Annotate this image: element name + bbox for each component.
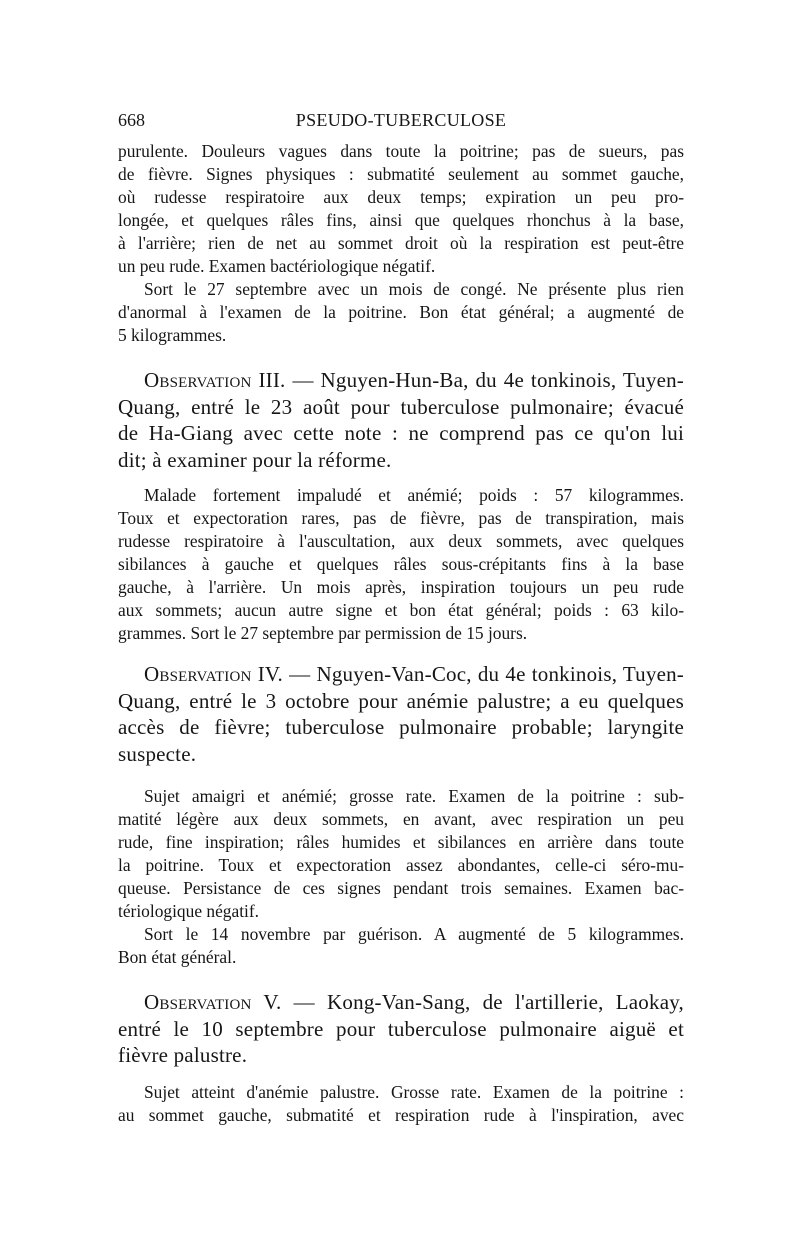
text-line: Toux et expectoration rares, pas de fièvre, pas de transpiration, mais [118, 508, 684, 528]
text-line: tériologique négatif. [118, 901, 260, 921]
text-line: Sujet atteint d'anémie palustre. Grosse rate. Examen de la poitrine : [144, 1081, 684, 1102]
observation-heading-text: — Kong-Van-Sang, de l'artillerie, Laokay, [293, 990, 684, 1014]
observation-heading-line: dit; à examiner pour la réforme. [118, 447, 392, 472]
text-line: gauche, à l'arrière. Un mois après, inspiration toujours un peu rude [118, 577, 684, 597]
observation-heading-line: fièvre palustre. [118, 1043, 248, 1067]
running-title: PSEUDO-TUBERCULOSE [295, 110, 507, 130]
text-line: queuse. Persistance de ces signes pendant trois semaines. Examen bac- [118, 878, 684, 898]
observation-heading-line: suspecte. [118, 741, 197, 766]
text-line: rude, fine inspiration; râles humides et sibilances en arrière dans toute [118, 832, 684, 852]
text-line: grammes. Sort le 27 septembre par permission de 15 jours. [118, 623, 528, 643]
observation-heading-line: de Ha-Giang avec cette note : ne comprend pas ce qu'on lui [118, 421, 684, 445]
observation-3-heading [118, 367, 684, 473]
text-line: de fièvre. Signes physiques : submatité seulement au sommet gauche, [118, 164, 684, 184]
observation-heading-line [118, 989, 684, 1016]
observation-heading-line: accès de fièvre; tuberculose pulmonaire probable; laryngite [118, 715, 684, 739]
text-line: sibilances à gauche et quelques râles sous-crépitants fins à la base [118, 554, 684, 574]
observation-heading-line: Quang, entré le 23 août pour tuberculose pulmonaire; évacué [118, 394, 684, 419]
observation-heading-text: — Nguyen-Van-Coc, du 4e tonkinois, Tuyen- [289, 662, 684, 686]
observation-heading-text: — Nguyen-Hun-Ba, du 4e tonkinois, Tuyen- [292, 368, 684, 392]
observation-3-body [118, 484, 684, 645]
observation-label: Observation V. [144, 990, 282, 1014]
text-line: d'anormal à l'examen de la poitrine. Bon état général; a augmenté de [118, 302, 684, 322]
text-line: matité légère aux deux sommets, en avant, avec respiration un peu [118, 809, 684, 829]
observation-5-body [118, 1081, 684, 1127]
observation-5-heading [118, 989, 684, 1069]
observation-label: Observation III. [144, 368, 286, 392]
observation-heading-line: entré le 10 septembre pour tuberculose pulmonaire aiguë et [118, 1016, 684, 1041]
observation-label: Observation IV. [144, 662, 284, 686]
text-line: 5 kilogrammes. [118, 325, 227, 345]
observation-4-heading [118, 661, 684, 767]
text-line: la poitrine. Toux et expectoration assez abondantes, celle-ci séro-mu- [118, 855, 684, 875]
book-page [118, 110, 684, 1127]
text-line: au sommet gauche, submatité et respiration rude à l'inspiration, avec [118, 1104, 684, 1125]
text-line: un peu rude. Examen bactériologique négatif. [118, 256, 436, 276]
text-line: rudesse respiratoire à l'auscultation, aux deux sommets, avec quelques [118, 531, 684, 551]
observation-4-body [118, 785, 684, 969]
page-number: 668 [118, 110, 145, 130]
continuation-paragraph [118, 140, 684, 347]
observation-heading-line: Quang, entré le 3 octobre pour anémie palustre; a eu quelques [118, 688, 684, 713]
text-line: longée, et quelques râles fins, ainsi que quelques rhonchus à la base, [118, 210, 684, 230]
observation-heading-line [118, 367, 684, 394]
text-line: Malade fortement impaludé et anémié; poids : 57 kilogrammes. [144, 485, 684, 505]
observation-heading-line [118, 661, 684, 688]
text-line: Sort le 14 novembre par guérison. A augmenté de 5 kilogrammes. [144, 924, 684, 944]
page-header [118, 110, 684, 140]
text-line: aux sommets; aucun autre signe et bon état général; poids : 63 kilo- [118, 600, 684, 620]
text-line: purulente. Douleurs vagues dans toute la poitrine; pas de sueurs, pas [118, 141, 684, 161]
text-line: où rudesse respiratoire aux deux temps; expiration un peu pro- [118, 187, 684, 207]
text-line: Sort le 27 septembre avec un mois de congé. Ne présente plus rien [144, 279, 684, 299]
text-line: à l'arrière; rien de net au sommet droit où la respiration est peut-être [118, 233, 684, 253]
text-line: Sujet amaigri et anémié; grosse rate. Examen de la poitrine : sub- [144, 786, 684, 806]
text-line: Bon état général. [118, 947, 237, 967]
